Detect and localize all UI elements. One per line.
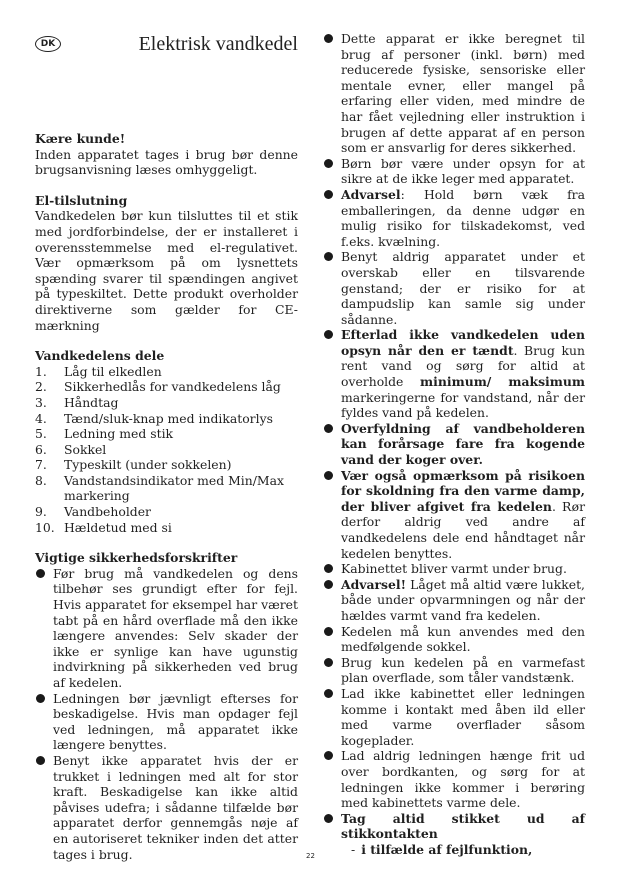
electrical-heading: El-tilslutning bbox=[35, 192, 128, 208]
list-item: 7. Typeskilt (under sokkelen) bbox=[35, 457, 232, 473]
list-item: Benyt ikke apparatet hvis der er trukket i ledningen med alt for stor kraft. Beskadigelse kan ikke altid påvises udefra; i sådanne tilfælde bør apparatet derfor gennemgås nøje af en autoriseret tekniker inden det atter tages i brug. bbox=[35, 753, 298, 862]
bullet-icon bbox=[324, 580, 333, 589]
safety-heading: Vigtige sikkerhedsforskrifter bbox=[35, 550, 238, 566]
page-title: Elektrisk vandkedel bbox=[138, 33, 298, 55]
list-item: 2. Sikkerhedlås for vandkedelens låg bbox=[35, 379, 281, 395]
bullet-icon bbox=[324, 658, 333, 667]
bullet-icon bbox=[324, 689, 333, 698]
list-item: Vær også opmærksom på risikoen for skoldning fra den varme damp, der bliver afgivet fra kedelen. Rør derfor aldrig ved andre af vandkedelens dele end håndtaget når kedelen benyttes. bbox=[323, 468, 585, 562]
list-item: Overfyldning af vandbeholderen kan forårsage fare fra kogende vand der koger over. bbox=[323, 421, 585, 468]
safety-list-right bbox=[323, 31, 585, 857]
right-column bbox=[323, 31, 585, 857]
list-item: 1. Låg til elkedlen bbox=[35, 363, 162, 379]
list-item: Før brug må vandkedelen og dens tilbehør ses grundigt efter for fejl. Hvis apparatet for eksempel har været tabt på en hård overflade må den ikke længere anvendes: Selv skader der ikke er synlige kan have ugunstig indvirkning på sikkerheden ved brug af kedelen. bbox=[35, 566, 298, 691]
bullet-icon bbox=[324, 471, 333, 480]
list-item: Advarsel: Hold børn væk fra emballeringen, da denne udgør en mulig risiko for tilskadekomst, ved f.eks. kvælning. bbox=[323, 187, 585, 249]
bullet-icon bbox=[324, 34, 333, 43]
list-item: Lad aldrig ledningen hænge frit ud over bordkanten, og sørg for at ledningen ikke kommer i berøring med kabinettets varme dele. bbox=[323, 748, 585, 810]
bullet-icon bbox=[324, 751, 333, 760]
list-item: Efterlad ikke vandkedelen uden opsyn når den er tændt. Brug kun rent vand og sørg for altid at overholde minimum/ maksimum markeringerne for vandstand, når der fyldes vand på kedelen. bbox=[323, 327, 585, 421]
safety-section bbox=[35, 550, 298, 862]
bullet-icon bbox=[36, 569, 45, 578]
bullet-icon bbox=[324, 252, 333, 261]
bullet-icon bbox=[324, 814, 333, 823]
electrical-text: Vandkedelen bør kun tilsluttes til et stik med jordforbindelse, der er installeret i overensstemmelse med el-regulativet. Vær opmærksom på om lysnettets spænding svarer til spændingen angivet på typeskiltet. Dette produkt overholder direktiverne som gælder for CE-mærkning bbox=[35, 208, 298, 333]
intro-text: Inden apparatet tages i brug bør denne brugsanvisning læses omhyggeligt. bbox=[35, 146, 298, 178]
list-item: 3. Håndtag bbox=[35, 394, 119, 410]
bullet-icon bbox=[324, 159, 333, 168]
parts-section bbox=[35, 348, 298, 535]
list-item: 4. Tænd/sluk-knap med indikatorlys bbox=[35, 410, 273, 426]
list-item: 10. Hældetud med si bbox=[35, 519, 172, 535]
list-item: Kedelen må kun anvendes med den medfølgende sokkel. bbox=[323, 624, 585, 655]
list-item: Ledningen bør jævnligt efterses for beskadigelse. Hvis man opdager fejl ved ledningen, må apparatet ikke længere benyttes. bbox=[35, 691, 298, 753]
page-number: 22 bbox=[306, 852, 315, 860]
bullet-icon bbox=[36, 694, 45, 703]
left-column bbox=[35, 31, 298, 862]
list-item: Advarsel! Låget må altid være lukket, både under opvarmningen og når der hældes varmt vand fra kedelen. bbox=[323, 577, 585, 624]
language-badge: DK bbox=[35, 36, 61, 52]
bullet-icon bbox=[36, 756, 45, 765]
list-item: 5. Ledning med stik bbox=[35, 426, 174, 442]
list-item: 8. Vandstandsindikator med Min/Max markering bbox=[35, 472, 284, 504]
bullet-icon bbox=[324, 564, 333, 573]
list-item: Benyt aldrig apparatet under et overskab eller en tilsvarende genstand; der er risiko for at dampudslip kan samle sig under sådanne. bbox=[323, 249, 585, 327]
bullet-icon bbox=[324, 190, 333, 199]
intro-heading: Kære kunde! bbox=[35, 131, 126, 146]
list-item: Dette apparat er ikke beregnet til brug af personer (inkl. børn) med reducerede fysiske, sensoriske eller mentale evner, eller mangel på erfaring eller viden, med mindre de har fået vejledning eller instruktion i brugen af dette apparat af en person som er ansvarlig for deres sikkerhed. bbox=[323, 31, 585, 156]
safety-list-left bbox=[35, 566, 298, 862]
list-item: 9. Vandbeholder bbox=[35, 504, 151, 520]
list-item: Lad ikke kabinettet eller ledningen komme i kontakt med åben ild eller med varme overflader såsom kogeplader. bbox=[323, 686, 585, 748]
list-item: Brug kun kedelen på en varmefast plan overflade, som tåler vandstænk. bbox=[323, 655, 585, 686]
intro-section bbox=[35, 131, 298, 178]
list-item: Tag altid stikket ud af stikkontakten - i tilfælde af fejlfunktion, bbox=[323, 811, 585, 858]
bullet-icon bbox=[324, 330, 333, 339]
list-item: 6. Sokkel bbox=[35, 441, 107, 457]
parts-list bbox=[35, 364, 298, 536]
sub-item: - i tilfælde af fejlfunktion, bbox=[351, 841, 533, 857]
bullet-icon bbox=[324, 627, 333, 636]
list-item: Kabinettet bliver varmt under brug. bbox=[323, 561, 585, 577]
page-header bbox=[35, 31, 298, 59]
list-item: Børn bør være under opsyn for at sikre at de ikke leger med apparatet. bbox=[323, 156, 585, 187]
bullet-icon bbox=[324, 424, 333, 433]
parts-heading: Vandkedelens dele bbox=[35, 348, 165, 364]
electrical-section bbox=[35, 193, 298, 333]
